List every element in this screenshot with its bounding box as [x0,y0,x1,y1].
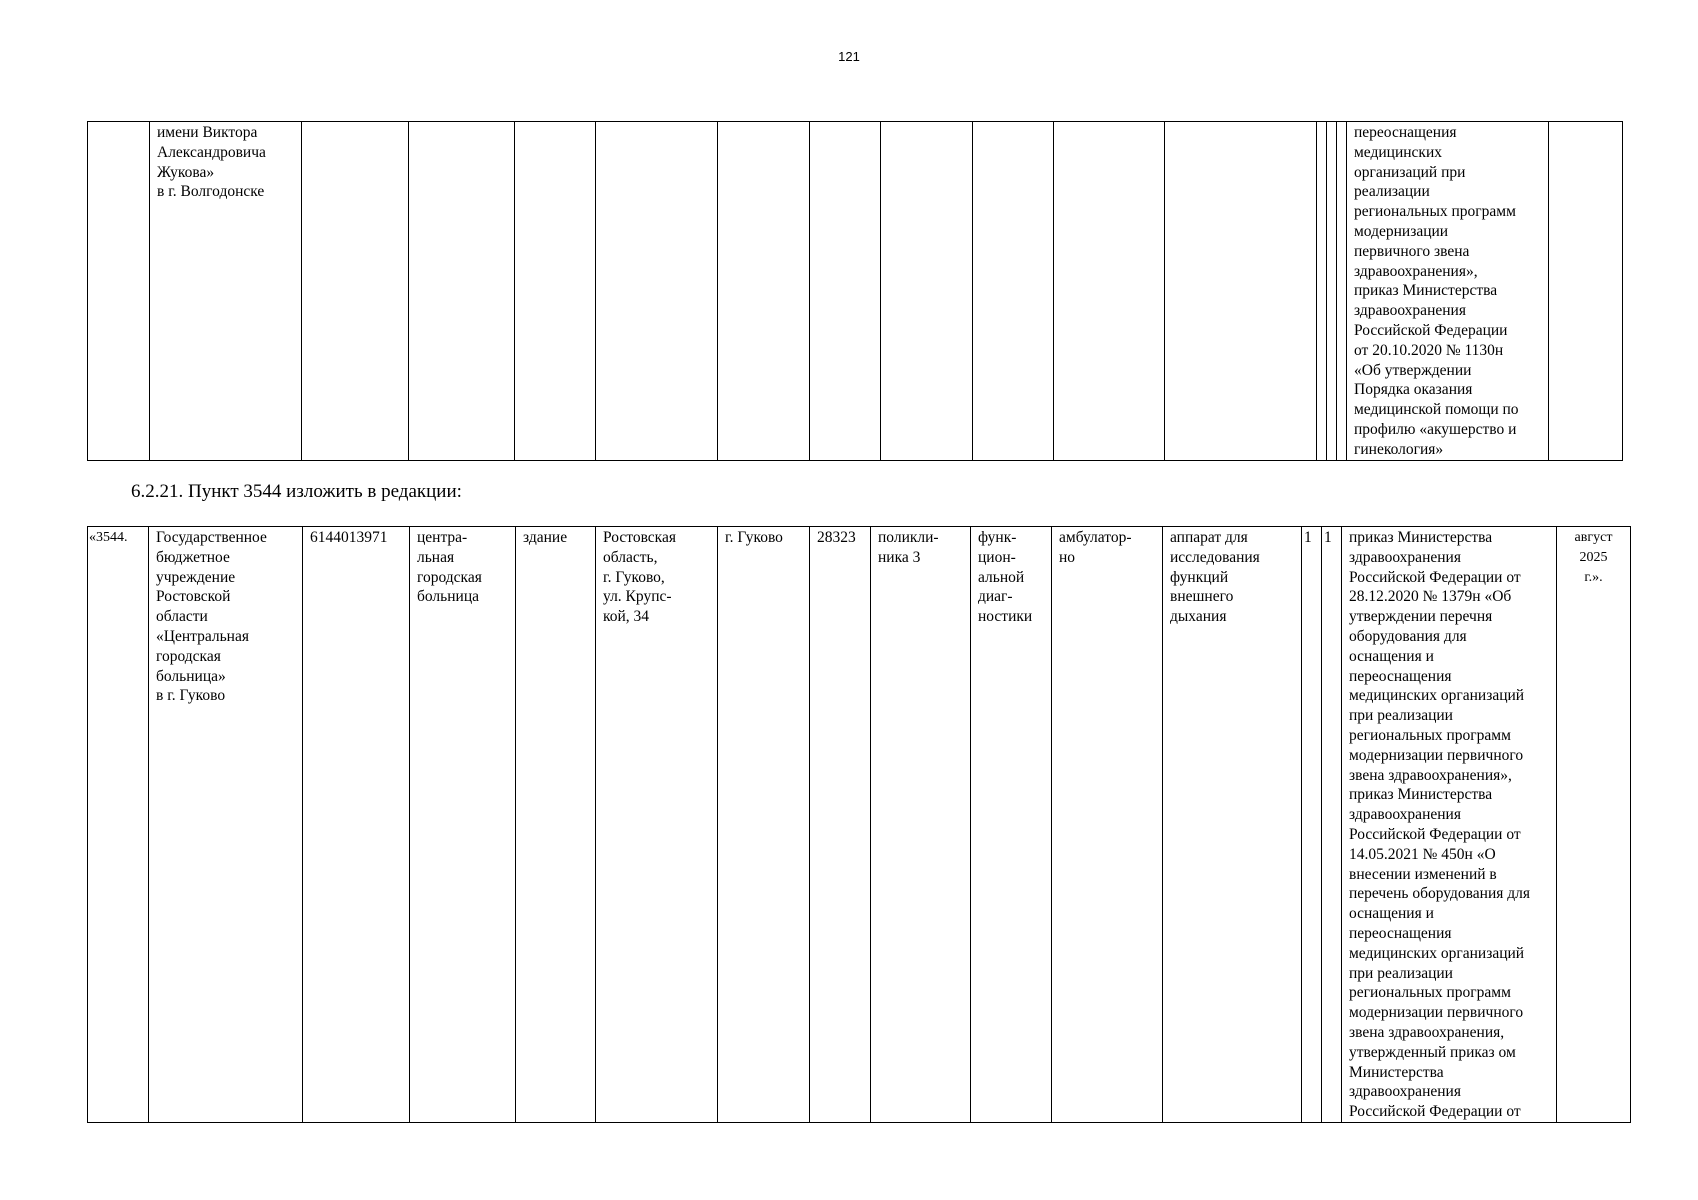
cell-subdivision: центра- льная городская больница [410,527,516,1123]
table-item-3544 [87,526,1631,1123]
page-number: 121 [838,49,860,64]
cell-quantity-a: 1 [1302,527,1322,1123]
cell-quantity-b [1327,122,1337,461]
cell-object-type [515,122,596,461]
table-row [88,122,1623,461]
cell-number [88,122,150,461]
cell-department [973,122,1054,461]
cell-city [718,122,810,461]
cell-organization-name: Государственное бюджетное учреждение Ростовской области «Центральная городская больница» в г. Гуково [149,527,303,1123]
cell-code: 28323 [810,527,871,1123]
cell-unit: поликли- ника 3 [871,527,971,1123]
cell-object-type: здание [516,527,596,1123]
cell-quantity-c [1337,122,1347,461]
cell-deadline [1549,122,1623,461]
cell-department: функ- цион- альной диаг- ностики [971,527,1052,1123]
cell-deadline: август 2025 г.». [1557,527,1631,1123]
cell-quantity-a [1317,122,1327,461]
cell-inn: 6144013971 [303,527,410,1123]
cell-address [596,122,718,461]
cell-code [810,122,881,461]
cell-equipment [1165,122,1317,461]
cell-quantity-b: 1 [1322,527,1342,1123]
cell-care-form: амбулатор- но [1052,527,1163,1123]
cell-care-form [1054,122,1165,461]
amendment-paragraph: 6.2.21. Пункт 3544 изложить в редакции: [131,481,462,502]
table-continued [87,121,1623,461]
table-row [88,527,1631,1123]
cell-legal-basis: приказ Министерства здравоохранения Российской Федерации от 28.12.2020 № 1379н «Об утверждении перечня оборудования для оснащения и переоснащения медицинских организаций при реализации региональных программ модернизации первичного звена здравоохранения», приказ Министерства здравоохранения Российской Федерации от 14.05.2021 № 450н «О внесении изменений в перечень оборудования для оснащения и переоснащения медицинских организаций при реализации региональных программ модернизации первичного звена здравоохранения, утвержденный приказ ом Министерства здравоохранения Российской Федерации от [1342,527,1557,1123]
cell-city: г. Гуково [718,527,810,1123]
cell-unit [881,122,973,461]
cell-inn [302,122,409,461]
cell-equipment: аппарат для исследования функций внешнего дыхания [1163,527,1302,1123]
cell-number: «3544. [88,527,149,1123]
cell-organization-name: имени Виктора Александровича Жукова» в г. Волгодонске [150,122,302,461]
cell-address: Ростовская область, г. Гуково, ул. Крупс- кой, 34 [596,527,718,1123]
cell-subdivision [409,122,515,461]
cell-legal-basis: переоснащения медицинских организаций при реализации региональных программ модернизации первичного звена здравоохранения», приказ Министерства здравоохранения Российской Федерации от 20.10.2020 № 1130н «Об утверждении Порядка оказания медицинской помощи по профилю «акушерство и гинекология» [1347,122,1549,461]
